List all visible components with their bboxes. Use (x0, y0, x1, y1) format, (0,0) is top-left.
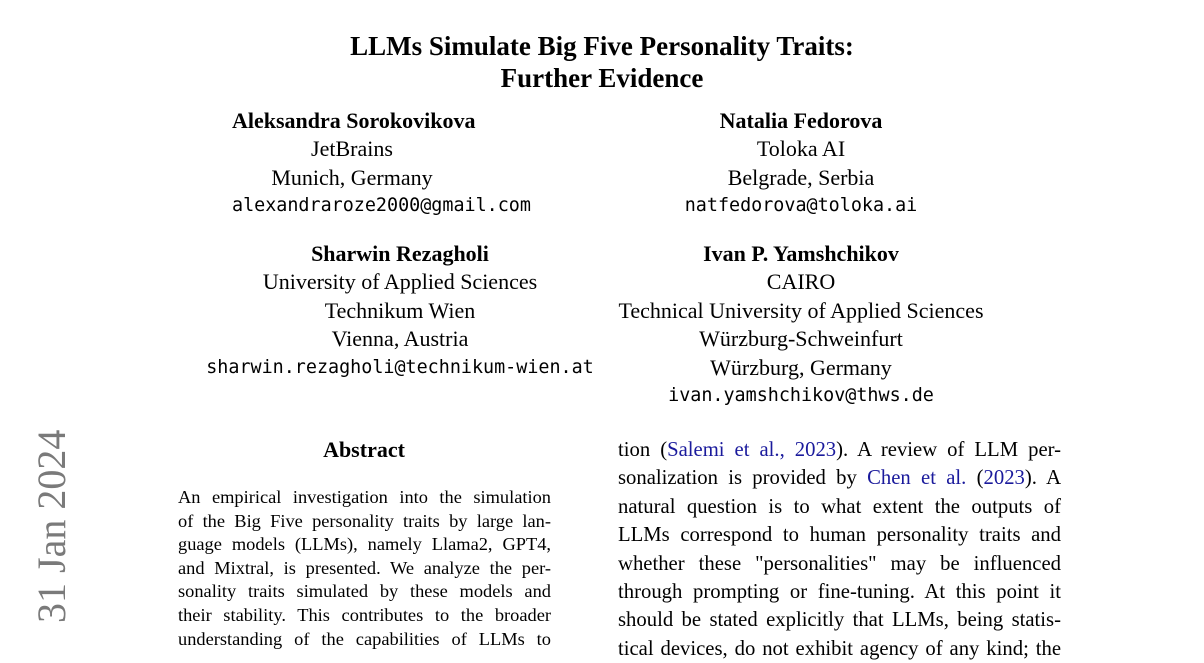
author-affiliation: Würzburg-Schweinfurt (699, 326, 903, 352)
author-email: sharwin.rezagholi@technikum-wien.at (206, 356, 594, 378)
body-line: should be stated explicitly that LLMs, being statis- (618, 609, 1061, 632)
title-line-1: LLMs Simulate Big Five Personality Traits: (350, 31, 854, 61)
author-name: Ivan P. Yamshchikov (703, 241, 899, 266)
body-line: whether these "personalities" may be influenced (618, 552, 1061, 575)
abstract-line: understanding of the capabilities of LLMs to (178, 628, 551, 649)
body-text-column (618, 436, 1061, 663)
author-block-4 (580, 240, 1022, 410)
arxiv-date-stamp (28, 430, 76, 630)
author-affiliation: Technikum Wien (324, 297, 476, 323)
abstract-line: of the Big Five personality traits by large lan- (178, 510, 551, 531)
abstract-line: guage models (LLMs), namely Llama2, GPT4, (178, 534, 551, 555)
abstract-body (178, 486, 551, 651)
body-text: ( (966, 467, 984, 490)
author-email: alexandraroze2000@gmail.com (232, 195, 531, 217)
body-line: tical devices, do not exhibit agency of any kind; the (618, 637, 1061, 660)
title-line-2: Further Evidence (500, 63, 704, 93)
author-email: natfedorova@toloka.ai (684, 195, 918, 217)
abstract-line: and Mixtral, is presented. We analyze the per- (178, 557, 551, 578)
body-text: tion ( (618, 439, 668, 461)
body-line: through prompting or fine-tuning. At this point it (618, 581, 1061, 604)
author-block-2 (651, 107, 951, 221)
body-text: ). A (1024, 467, 1062, 490)
author-affiliation: Toloka AI (756, 136, 846, 162)
author-block-3 (180, 240, 620, 382)
citation-link-chen[interactable]: Chen et al. (867, 467, 967, 490)
citation-link-chen-year[interactable]: 2023 (983, 467, 1025, 490)
citation-link-salemi[interactable]: Salemi et al., 2023 (667, 439, 837, 461)
author-affiliation: Technical University of Applied Sciences (618, 297, 984, 323)
author-block-1 (232, 107, 531, 221)
body-line: natural question is to what extent the outputs of (618, 495, 1061, 518)
author-email: ivan.yamshchikov@thws.de (668, 385, 934, 407)
author-location: Munich, Germany (271, 164, 433, 190)
author-location: Vienna, Austria (331, 326, 469, 352)
author-name: Sharwin Rezagholi (311, 241, 489, 266)
abstract-line: An empirical investigation into the simulation (178, 487, 551, 507)
author-affiliation: CAIRO (766, 269, 836, 295)
body-text: ). A review of LLM per- (836, 439, 1061, 461)
author-location: Belgrade, Serbia (727, 164, 875, 190)
author-affiliation: University of Applied Sciences (262, 269, 538, 295)
abstract-line: their stability. This contributes to the broader (178, 604, 551, 625)
author-location: Würzburg, Germany (710, 354, 892, 380)
body-line: LLMs correspond to human personality traits and (618, 524, 1061, 547)
author-name: Aleksandra Sorokovikova (232, 108, 476, 133)
abstract-line: sonality traits simulated by these models and (178, 581, 551, 602)
arxiv-date: 31 Jan 2024 (29, 429, 74, 623)
abstract-heading: Abstract (323, 437, 405, 462)
body-line (618, 464, 1061, 492)
body-text: sonalization is provided by (618, 467, 868, 490)
author-name: Natalia Fedorova (719, 108, 883, 133)
author-affiliation: JetBrains (311, 136, 393, 162)
body-line (618, 436, 1061, 464)
paper-title (0, 30, 1204, 94)
